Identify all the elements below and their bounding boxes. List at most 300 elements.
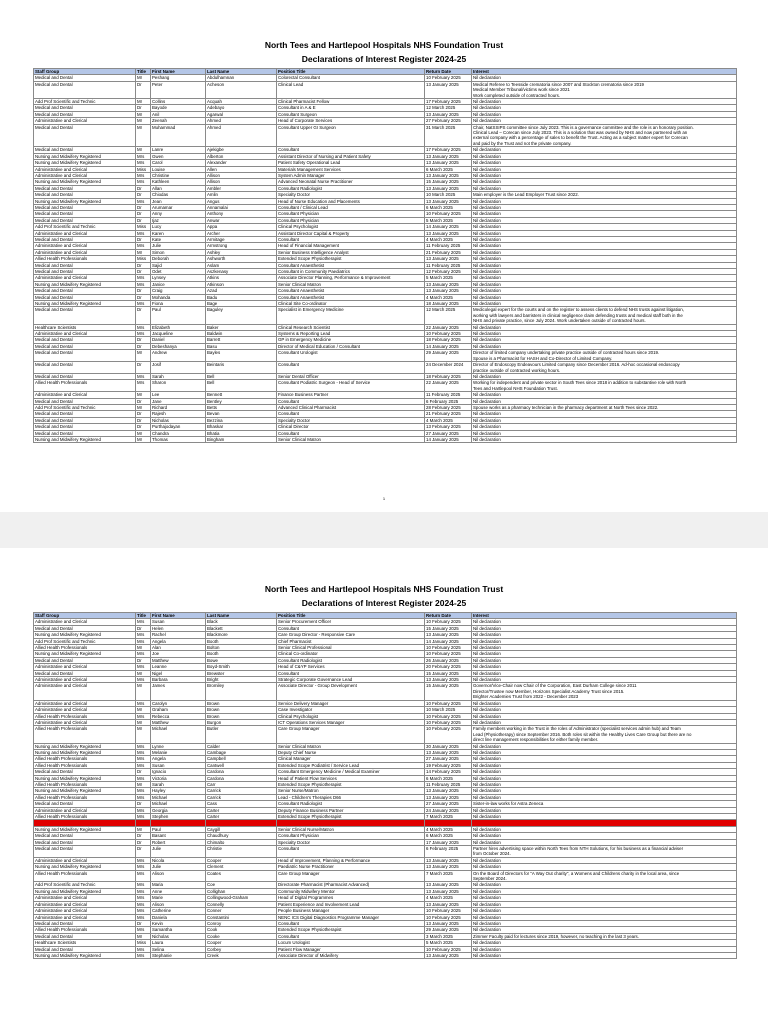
cell-first-name: Craig [151, 288, 206, 294]
cell-staff-group: Nursing and Midwifery Registered [34, 775, 136, 781]
cell-staff-group: Allied Health Professionals [34, 256, 136, 262]
table-row [34, 124, 737, 147]
cell-return-date: 15 January 2025 [425, 179, 472, 185]
cell-staff-group: Medical and Dental [34, 373, 136, 379]
cell-return-date: 4 March 2025 [425, 895, 472, 901]
cell-first-name: Julie [151, 243, 206, 249]
cell-position-title: Clinical Pharmacist Fellow [277, 99, 425, 105]
cell-title: Mrs [136, 775, 151, 781]
cell-last-name: Bentley [206, 398, 277, 404]
cell-interest: Nil declaration [472, 794, 737, 800]
cell-title: Mrs [136, 946, 151, 952]
cell-interest: Nil declaration [472, 198, 737, 204]
cell-staff-group: Administrative and Clerical [34, 683, 136, 700]
cell-interest: Nil declaration [472, 211, 737, 217]
cell-staff-group: Medical and Dental [34, 846, 136, 858]
cell-interest: Nil declaration [472, 651, 737, 657]
cell-title: Mr [136, 933, 151, 939]
cell-position-title: Strategic Corporate Governance Lead [277, 677, 425, 683]
cell-interest: Nil declaration [472, 946, 737, 952]
cell-staff-group: Medical and Dental [34, 211, 136, 217]
table-row [34, 380, 737, 392]
cell-staff-group: Medical and Dental [34, 337, 136, 343]
cell-first-name: Julie [151, 846, 206, 858]
cell-title: Mrs [136, 179, 151, 185]
cell-staff-group: Medical and Dental [34, 204, 136, 210]
cell-last-name: Clement [206, 864, 277, 870]
cell-staff-group: Administrative and Clerical [34, 275, 136, 281]
cell-first-name: Carol [151, 160, 206, 166]
cell-position-title: Head of Improvement, Planning & Performance [277, 857, 425, 863]
table-row [34, 726, 737, 743]
cell-staff-group: Medical and Dental [34, 217, 136, 223]
cell-staff-group: Medical and Dental [34, 288, 136, 294]
cell-first-name: Maria [151, 882, 206, 888]
cell-position-title: Systems & Reporting Lead [277, 331, 425, 337]
cell-return-date: 24 December 2024 [425, 362, 472, 374]
cell-position-title: Senior Dental Officer [277, 373, 425, 379]
cell-return-date: 10 February 2025 [425, 700, 472, 706]
cell-last-name: Carr [206, 781, 277, 787]
cell-staff-group: Medical and Dental [34, 307, 136, 324]
cell-last-name: Carrick [206, 794, 277, 800]
cell-last-name: Atkinson [206, 281, 277, 287]
column-header-position-title: Position Title [277, 613, 425, 619]
cell-position-title: Consultant Physician [277, 833, 425, 839]
cell-position-title: Consultant Upper GI Surgeon [277, 124, 425, 147]
cell-return-date: 10 February 2025 [425, 331, 472, 337]
cell-interest: Nil declaration [472, 927, 737, 933]
cell-position-title: Consultant [277, 920, 425, 926]
cell-interest: Family members working in the Trust in the roles of Administrator (specialist services admin hub) and Team Lead (Physiotherapy) since September 2016. Both roles sit within the Healthy Lives Care Group but there are no direct line management responsibilities for either family member. [472, 726, 737, 743]
cell-return-date: 14 January 2025 [425, 224, 472, 230]
cell-last-name: Brewster [206, 670, 277, 676]
cell-interest: Nil declaration [472, 118, 737, 124]
cell-staff-group: Medical and Dental [34, 269, 136, 275]
cell-first-name: Odet [151, 269, 206, 275]
cell-last-name: Carter [206, 820, 277, 826]
cell-title: Dr [136, 424, 151, 430]
cell-title: Mr [136, 707, 151, 713]
cell-position-title: Extended Scope Physiotherapist [277, 781, 425, 787]
cell-first-name: Deborah [151, 256, 206, 262]
cell-position-title: Assistant Director Capital & Property [277, 230, 425, 236]
table-row [34, 81, 737, 98]
table-row [34, 362, 737, 374]
cell-first-name: Sarah [151, 781, 206, 787]
cell-return-date: 10 February 2025 [425, 726, 472, 743]
cell-position-title: Consultant Radiologist [277, 185, 425, 191]
cell-title: Mrs [136, 807, 151, 813]
cell-position-title: Consultant [277, 362, 425, 374]
cell-return-date: 4 March 2025 [425, 417, 472, 423]
column-header-return-date: Return Date [425, 613, 472, 619]
cell-first-name: Lucy [151, 224, 206, 230]
cell-first-name: Alan [151, 645, 206, 651]
cell-staff-group: Allied Health Professionals [34, 927, 136, 933]
cell-return-date: 6 March 2025 [425, 204, 472, 210]
cell-position-title: Consultant [277, 398, 425, 404]
cell-first-name: Janice [151, 281, 206, 287]
cell-last-name: Bright [206, 677, 277, 683]
column-header-title: Title [136, 69, 151, 75]
cell-return-date: 18 February 2025 [425, 373, 472, 379]
cell-staff-group: Add Prof Scientific and Technic [34, 882, 136, 888]
cell-title: Mrs [136, 814, 151, 820]
cell-return-date: 21 February 2025 [425, 411, 472, 417]
cell-last-name: Calder [206, 743, 277, 749]
cell-last-name: Coates [206, 870, 277, 882]
cell-staff-group: Allied Health Professionals [34, 762, 136, 768]
cell-last-name: Ambler [206, 185, 277, 191]
cell-first-name: Helen [151, 625, 206, 631]
cell-position-title: Advanced Clinical Pharmacist [277, 404, 425, 410]
cell-interest: Nil declaration [472, 217, 737, 223]
cell-interest: Main employer is the Lead Employer Trust since 2022. [472, 192, 737, 198]
cell-position-title: Associate Director - Group Development [277, 683, 425, 700]
cell-first-name: Basant [151, 833, 206, 839]
cell-title: Dr [136, 801, 151, 807]
cell-last-name: Bolton [206, 645, 277, 651]
cell-interest: Nil declaration [472, 769, 737, 775]
cell-staff-group: Medical and Dental [34, 657, 136, 663]
cell-last-name: Cooke [206, 933, 277, 939]
page-gap [0, 512, 768, 548]
cell-title: Dr [136, 105, 151, 111]
cell-return-date: 18 February 2025 [425, 337, 472, 343]
cell-title: Mrs [136, 198, 151, 204]
cell-title: Dr [136, 337, 151, 343]
cell-position-title: Consultant Anaesthetist [277, 288, 425, 294]
cell-staff-group: Nursing and Midwifery Registered [34, 301, 136, 307]
cell-position-title: Clinical Lead [277, 81, 425, 98]
cell-last-name: Badu [206, 294, 277, 300]
cell-first-name: Kate [151, 236, 206, 242]
cell-position-title: Clinical Site Co-ordinator [277, 301, 425, 307]
cell-return-date: 10 February 2025 [425, 713, 472, 719]
cell-first-name: Daniela [151, 914, 206, 920]
cell-staff-group: Medical and Dental [34, 294, 136, 300]
cell-first-name: Allan [151, 185, 206, 191]
cell-title: Mr [136, 430, 151, 436]
cell-last-name: Brown [206, 713, 277, 719]
cell-title: Mrs [136, 870, 151, 882]
cell-staff-group: Medical and Dental [34, 398, 136, 404]
cell-title: Mr [136, 124, 151, 147]
cell-interest: Nil declaration [472, 775, 737, 781]
cell-last-name: Carter [206, 814, 277, 820]
cell-staff-group: Administrative and Clerical [34, 166, 136, 172]
cell-first-name: Lanre [151, 147, 206, 153]
cell-last-name: Annamalai [206, 204, 277, 210]
cell-title: Mr [136, 392, 151, 398]
cell-interest: Nil declaration [472, 243, 737, 249]
cell-title: Dr [136, 294, 151, 300]
cell-staff-group: Nursing and Midwifery Registered [34, 743, 136, 749]
cell-title: Mrs [136, 908, 151, 914]
cell-interest: Nil declaration [472, 153, 737, 159]
cell-position-title: Patient Experience and Involvement Lead [277, 901, 425, 907]
cell-last-name: Ashworth [206, 256, 277, 262]
column-header-first-name: First Name [151, 613, 206, 619]
cell-position-title: Community Midwifery Mentor [277, 888, 425, 894]
cell-staff-group: Administrative and Clerical [34, 707, 136, 713]
cell-title: Dr [136, 262, 151, 268]
cell-title: Mrs [136, 749, 151, 755]
cell-title: Dr [136, 769, 151, 775]
cell-title: Mrs [136, 857, 151, 863]
cell-position-title: Consultant Urologist [277, 350, 425, 362]
cell-staff-group: Nursing and Midwifery Registered [34, 281, 136, 287]
cell-staff-group: Nursing and Midwifery Registered [34, 888, 136, 894]
cell-position-title: Consultant [277, 147, 425, 153]
cell-return-date: 17 February 2025 [425, 147, 472, 153]
cell-first-name: Ignacio [151, 769, 206, 775]
cell-last-name: Caygill [206, 826, 277, 832]
cell-position-title: System Admin Manager [277, 172, 425, 178]
cell-interest: Nil declaration [472, 256, 737, 262]
cell-staff-group: Medical and Dental [34, 105, 136, 111]
cell-staff-group: Medical and Dental [34, 192, 136, 198]
cell-interest: Zimmer Faculty paid for lectures since 2019, however, no teaching in the last 3 years. [472, 933, 737, 939]
cell-last-name: Baker [206, 324, 277, 330]
cell-interest: Medicolegal expert for the courts and on the register to assess clients to defend NHS trusts against litigation, working with lawyers and barristers in clinical negligence claim defending trusts and medical staff both in the NHS and private practice, since July 2024. Work undertaken outside of contracted hours. [472, 307, 737, 324]
cell-position-title: Consultant Surgeon [277, 111, 425, 117]
cell-return-date: 29 January 2025 [425, 350, 472, 362]
cell-position-title: Service Delivery Manager [277, 700, 425, 706]
cell-last-name: Constantini [206, 914, 277, 920]
cell-first-name: Stephen [151, 814, 206, 820]
cell-return-date: 3 March 2025 [425, 933, 472, 939]
cell-first-name: Gwen [151, 153, 206, 159]
cell-interest: Governor/Vice-Chair now Chair of the Corporation, East Durham College since 2011 Director/Trustee now Member, Horizons Specialist Academy Trust since 2015. Brighter Academies Trust from 2022 - December 2023 [472, 683, 737, 700]
cell-last-name: Bayles [206, 350, 277, 362]
cell-return-date: 13 January 2025 [425, 185, 472, 191]
cell-first-name: Julie [151, 864, 206, 870]
cell-first-name: Rajesh [151, 411, 206, 417]
cell-interest: Nil declaration [472, 839, 737, 845]
cell-return-date: 5 March 2025 [425, 217, 472, 223]
cell-return-date: 17 January 2025 [425, 839, 472, 845]
cell-interest: Nil declaration [472, 105, 737, 111]
cell-title: Mrs [136, 864, 151, 870]
cell-position-title: Consultant [277, 236, 425, 242]
cell-first-name: Andrew [151, 350, 206, 362]
cell-position-title: Consultant Anaesthetist [277, 262, 425, 268]
cell-first-name: Anne [151, 888, 206, 894]
cell-interest: Nil declaration [472, 185, 737, 191]
cell-return-date: 22 January 2025 [425, 324, 472, 330]
cell-return-date: 14 February 2025 [425, 769, 472, 775]
cell-first-name: Chandra [151, 430, 206, 436]
cell-title: Mrs [136, 882, 151, 888]
cell-title: Mrs [136, 324, 151, 330]
cell-last-name: Angus [206, 198, 277, 204]
cell-last-name: Betts [206, 404, 277, 410]
cell-title: Mrs [136, 952, 151, 958]
cell-title: Mrs [136, 632, 151, 638]
cell-position-title: Deputy Finance Business Partner [277, 807, 425, 813]
cell-staff-group: Allied Health Professionals [34, 713, 136, 719]
cell-position-title: Consultant [277, 820, 425, 826]
cell-last-name: Conner [206, 908, 277, 914]
cell-position-title: Consultant in A & E [277, 105, 425, 111]
cell-first-name: Marie [151, 895, 206, 901]
cell-title: Dr [136, 398, 151, 404]
cell-title: Dr [136, 307, 151, 324]
cell-interest: Director of limited company undertaking private practice outside of contracted hours since 2019. Spouse is a Pharmacist for HASH and Co-Director of Limited Company. [472, 350, 737, 362]
cell-return-date: 14 January 2025 [425, 343, 472, 349]
cell-last-name: Cooper [206, 857, 277, 863]
cell-return-date: 13 January 2025 [425, 857, 472, 863]
cell-last-name: Bhaskar [206, 424, 277, 430]
cell-interest: On the Board of Directors for "A Way Out charity", a Womens and Childrens charity in the local area, since September 2024. [472, 870, 737, 882]
cell-interest: Nil declaration [472, 424, 737, 430]
cell-last-name: Allison [206, 172, 277, 178]
cell-return-date: 6 February 2025 [425, 846, 472, 858]
cell-return-date: 4 March 2025 [425, 236, 472, 242]
cell-last-name: Bhatia [206, 430, 277, 436]
cell-title: Mrs [136, 619, 151, 625]
cell-title: Mrs [136, 301, 151, 307]
cell-first-name: Jean [151, 198, 206, 204]
cell-first-name: Sharon [151, 380, 206, 392]
cell-return-date: 18 January 2025 [425, 301, 472, 307]
cell-first-name: Michael [151, 794, 206, 800]
cell-position-title: Consultant [277, 933, 425, 939]
cell-title: Mrs [136, 373, 151, 379]
cell-title: Mrs [136, 895, 151, 901]
cell-last-name: Chaudhury [206, 833, 277, 839]
cell-last-name: Cook [206, 927, 277, 933]
cell-first-name: Ijaz [151, 217, 206, 223]
cell-interest: Nil declaration [472, 713, 737, 719]
cell-staff-group: Medical and Dental [34, 430, 136, 436]
cell-title: Mr [136, 726, 151, 743]
cell-last-name: Cardona [206, 775, 277, 781]
cell-interest: Nil declaration [472, 269, 737, 275]
cell-staff-group: Administrative and Clerical [34, 719, 136, 725]
cell-title: Dr [136, 417, 151, 423]
cell-position-title: Lead - Children's Therapies D66 [277, 794, 425, 800]
cell-title: Dr [136, 625, 151, 631]
cell-first-name: Michael [151, 801, 206, 807]
cell-position-title: NENC ICS Digital Diagnostics Programme Manager [277, 914, 425, 920]
cell-position-title: Senior Clinical Matron [277, 281, 425, 287]
cell-return-date: 28 February 2025 [425, 404, 472, 410]
table-body [34, 619, 737, 959]
cell-first-name: Hayley [151, 788, 206, 794]
cell-first-name: Rachel [151, 632, 206, 638]
cell-position-title: Directorate Pharmacist (Pharmacist Advanced) [277, 882, 425, 888]
cell-last-name: Coe [206, 882, 277, 888]
cell-staff-group: Administrative and Clerical [34, 908, 136, 914]
cell-interest: Nil declaration [472, 337, 737, 343]
cell-last-name: Christie [206, 846, 277, 858]
cell-title: Mrs [136, 651, 151, 657]
cell-staff-group: Medical and Dental [34, 625, 136, 631]
cell-title: Mrs [136, 172, 151, 178]
cell-interest: Nil declaration [472, 700, 737, 706]
cell-first-name: Susan [151, 619, 206, 625]
cell-last-name: Bingham [206, 436, 277, 442]
cell-interest: Nil declaration [472, 75, 737, 81]
cell-title: Dr [136, 846, 151, 858]
cell-first-name: Victoria [151, 775, 206, 781]
cell-last-name: Bennett [206, 392, 277, 398]
cell-return-date: 13 January 2025 [425, 901, 472, 907]
cell-title: Miss [136, 224, 151, 230]
document-title: North Tees and Hartlepool Hospitals NHS Foundation Trust [264, 40, 504, 50]
cell-position-title: Clinical Research Scientist [277, 324, 425, 330]
cell-interest: redacted [472, 820, 737, 826]
cell-return-date: 13 January 2025 [425, 888, 472, 894]
cell-position-title: GP in Emergency Medicine [277, 337, 425, 343]
cell-last-name: Acquah [206, 99, 277, 105]
cell-return-date: 13 January 2025 [425, 677, 472, 683]
cell-staff-group: Medical and Dental [34, 920, 136, 926]
cell-position-title: Case Investigator [277, 707, 425, 713]
table-body [34, 75, 737, 443]
cell-title: Mrs [136, 380, 151, 392]
cell-return-date: 13 January 2025 [425, 952, 472, 958]
cell-first-name: Alison [151, 901, 206, 907]
cell-last-name: Baldwin [206, 331, 277, 337]
cell-first-name: Richard [151, 404, 206, 410]
cell-position-title: Clinical Psychologist [277, 224, 425, 230]
cell-last-name: Armitage [206, 236, 277, 242]
cell-title: Mrs [136, 756, 151, 762]
cell-interest: Nil declaration [472, 807, 737, 813]
cell-title: Mr [136, 670, 151, 676]
table-row [34, 870, 737, 882]
cell-staff-group: Add Prof Scientific and Technic [34, 224, 136, 230]
table-row [34, 846, 737, 858]
cell-title: Mrs [136, 153, 151, 159]
cell-position-title: Head of Patient Flow Services [277, 775, 425, 781]
cell-position-title: Consultant Radiologist [277, 657, 425, 663]
cell-first-name: Daniel [151, 337, 206, 343]
cell-last-name: Butler [206, 726, 277, 743]
cell-interest: Nil declaration [472, 901, 737, 907]
cell-position-title: Consultant [277, 625, 425, 631]
cell-staff-group: Medical and Dental [34, 147, 136, 153]
document-subtitle: Declarations of Interest Register 2024-25 [301, 598, 467, 608]
cell-last-name: Campbell [206, 756, 277, 762]
cell-staff-group: Nursing and Midwifery Registered [34, 179, 136, 185]
cell-last-name: Abdulhamnan [206, 75, 277, 81]
cell-first-name: Lynne [151, 743, 206, 749]
cell-staff-group: Administrative and Clerical [34, 914, 136, 920]
cell-last-name: Ashley [206, 249, 277, 255]
cell-first-name: Josif [151, 362, 206, 374]
cell-title: Mr [136, 826, 151, 832]
cell-last-name: Cambage [206, 749, 277, 755]
cell-interest: Nil declaration [472, 833, 737, 839]
cell-last-name: Aszkenasy [206, 269, 277, 275]
cell-last-name: Carrick [206, 788, 277, 794]
cell-staff-group: Allied Health Professionals [34, 726, 136, 743]
cell-interest: Nil declaration [472, 294, 737, 300]
cell-title: Mrs [136, 713, 151, 719]
cell-last-name: Alberton [206, 153, 277, 159]
cell-first-name: Lynsey [151, 275, 206, 281]
cell-position-title: Care Group Manager [277, 726, 425, 743]
cell-return-date: 27 January 2025 [425, 756, 472, 762]
cell-first-name: Chiodas [151, 192, 206, 198]
cell-return-date: 4 March 2025 [425, 294, 472, 300]
cell-staff-group: Medical and Dental [34, 362, 136, 374]
